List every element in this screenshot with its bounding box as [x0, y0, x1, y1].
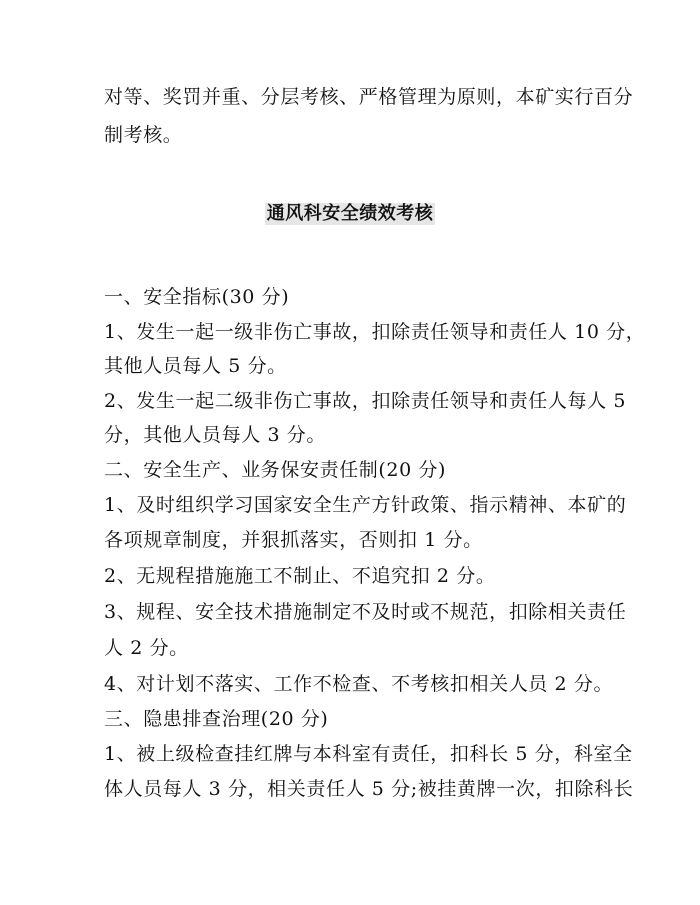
- paragraph-line: 1、发生一起一级非伤亡事故，扣除责任领导和责任人 10 分，: [104, 321, 646, 343]
- paragraph-line: 1、及时组织学习国家安全生产方针政策、指示精神、本矿的: [104, 494, 627, 516]
- paragraph-line: 2、无规程措施施工不制止、不追究扣 2 分。: [104, 565, 496, 587]
- intro-line-1: 对等、奖罚并重、分层考核、严格管理为原则，本矿实行百分: [104, 86, 634, 108]
- section-title-container: [0, 203, 700, 225]
- heading-safety-indicators: 一、安全指标(30 分): [104, 286, 290, 308]
- paragraph-line: 分，其他人员每人 3 分。: [104, 424, 326, 446]
- paragraph-line: 各项规章制度，并狠抓落实，否则扣 1 分。: [104, 529, 483, 551]
- paragraph-line: 其他人员每人 5 分。: [104, 355, 287, 377]
- intro-line-2: 制考核。: [104, 124, 183, 146]
- paragraph-line: 2、发生一起二级非伤亡事故，扣除责任领导和责任人每人 5: [104, 390, 627, 412]
- paragraph-line: 1、被上级检查挂红牌与本科室有责任，扣科长 5 分，科室全: [104, 743, 633, 765]
- paragraph-line: 体人员每人 3 分，相关责任人 5 分;被挂黄牌一次，扣除科长: [104, 778, 634, 800]
- paragraph-line: 人 2 分。: [104, 637, 189, 659]
- section-title: 通风科安全绩效考核: [266, 203, 434, 224]
- paragraph-line: 3、规程、安全技术措施制定不及时或不规范，扣除相关责任: [104, 601, 627, 623]
- paragraph-line: 4、对计划不落实、工作不检查、不考核扣相关人员 2 分。: [104, 673, 614, 695]
- heading-hazard-governance: 三、隐患排查治理(20 分): [104, 708, 329, 730]
- heading-responsibility-system: 二、安全生产、业务保安责任制(20 分): [104, 459, 447, 481]
